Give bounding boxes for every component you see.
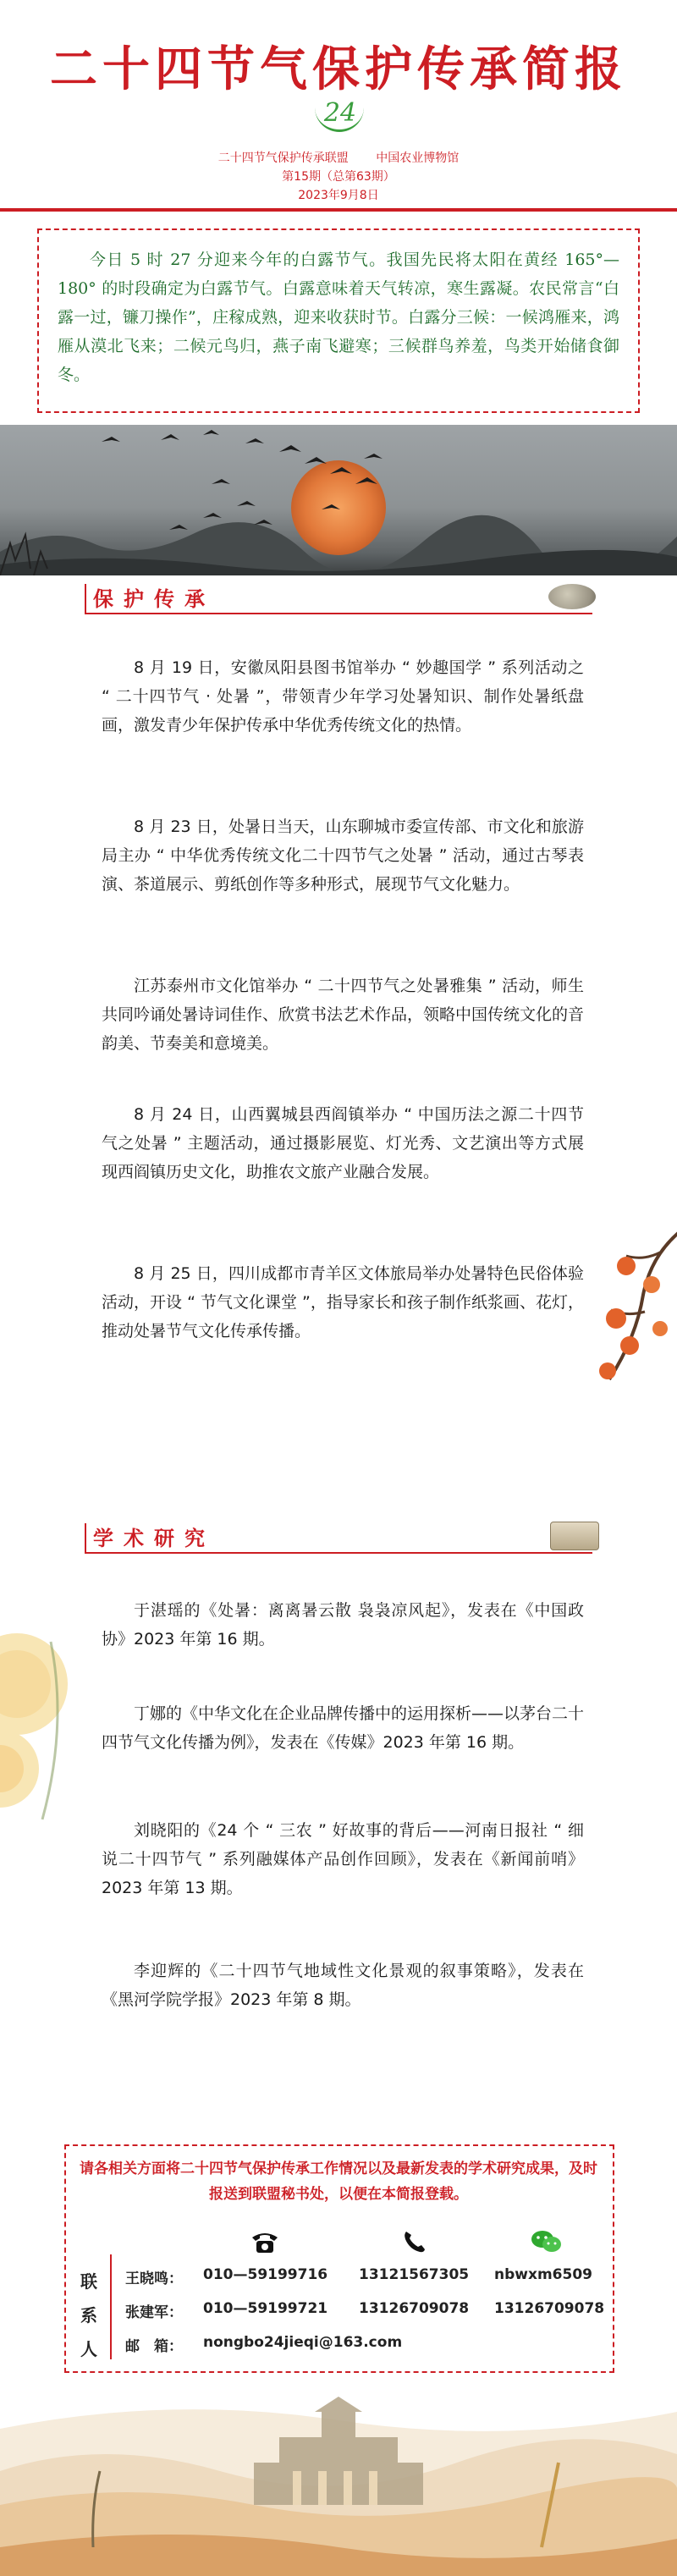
museum-scenery-illustration: [0, 2378, 677, 2576]
issue-date: 2023年9月8日: [298, 189, 379, 202]
news-item: 8 月 24 日，山西翼城县西阎镇举办 “ 中国历法之源二十四节气之处暑 ” 主题活动，通过摄影展览、灯光秀、文艺演出等方式展现西阎镇历史文化，助推农文旅产业融合发展。: [102, 1105, 584, 1181]
contact-email[interactable]: nongbo24jieqi@163.com: [203, 2334, 403, 2351]
intro-box: 今日 5 时 27 分迎来今年的白露节气。我国先民将太阳在黄经 165°—180° 的时段确定为白露节气。白露意味着天气转凉，寒生露凝。农民常言“白露一过，镰刀操作”，庄稼成熟，迎来收获时节。白露分三候：一候鸿雁来，鸿雁从漠北飞来；二候元鸟归，燕子南飞避寒；三候群鸟养羞，鸟类开始储食御冬。: [37, 228, 640, 413]
issue-number: 第15期（总第63期）: [282, 170, 395, 184]
research-item: 李迎辉的《二十四节气地域性文化景观的叙事策略》，发表在《黑河学院学报》2023 年第 8 期。: [102, 1962, 584, 2009]
contact-person-label: 联 系 人: [80, 2271, 97, 2359]
email-label: 邮 箱：: [125, 2338, 183, 2355]
research-item: 丁娜的《中华文化在企业品牌传播中的运用探析——以茅台二十四节气文化传播为例》，发表在《传媒》2023 年第 16 期。: [102, 1704, 585, 1752]
contact-tel: 010—59199721: [203, 2300, 328, 2317]
geese-sunset-photo: [0, 425, 677, 575]
section-underline: [85, 1552, 592, 1554]
news-item: 8 月 23 日，处暑日当天，山东聊城市委宣传部、市文化和旅游局主办 “ 中华优秀传统文化二十四节气之处暑 ” 活动，通过古琴表演、茶道展示、剪纸创作等多种形式，展现节气文化魅力。: [102, 817, 584, 894]
chrysanthemum-icon: [0, 1625, 93, 1828]
wechat-icon: [530, 2229, 564, 2254]
organizers: [0, 149, 677, 166]
org-alliance: 二十四节气保护传承联盟: [217, 151, 349, 165]
contact-wechat: nbwxm6509: [494, 2266, 592, 2283]
section-underline: [85, 613, 592, 614]
page-title: 二十四节气保护传承简报: [50, 41, 627, 97]
news-item: 江苏泰州市文化馆举办 “ 二十四节气之处暑雅集 ” 活动，师生共同吟诵处暑诗词佳作、欣赏书法艺术作品，领略中国传统文化的音韵美、节奏美和意境美。: [102, 977, 585, 1053]
telephone-icon: [250, 2229, 279, 2254]
contact-tel: 010—59199716: [203, 2266, 328, 2283]
contact-name: 王晓鸣：: [125, 2271, 183, 2287]
logo-24: 24: [323, 98, 357, 128]
mobile-phone-icon: [401, 2229, 427, 2254]
contact-name: 张建军：: [125, 2304, 183, 2321]
section-marker: [85, 1523, 93, 1552]
book-ornament-icon: [550, 1522, 599, 1550]
submission-notice: 请各相关方面将二十四节气保护传承工作情况以及最新发表的学术研究成果，及时报送到联盟秘书处，以便在本简报登载。: [80, 2160, 597, 2203]
contact-wechat: 13126709078: [494, 2300, 605, 2317]
contact-mobile: 13126709078: [359, 2300, 470, 2317]
persimmon-branch-icon: [592, 1219, 677, 1396]
org-museum: 中国农业博物馆: [376, 151, 460, 165]
news-item: 8 月 25 日，四川成都市青羊区文体旅局举办处暑特色民俗体验活动，开设 “ 节气文化课堂 ”，指导家长和孩子制作纸浆画、花灯，推动处暑节气文化传承传播。: [102, 1264, 584, 1340]
contact-divider: [110, 2254, 112, 2359]
header-rule: [0, 208, 677, 212]
contact-mobile: 13121567305: [359, 2266, 470, 2283]
section-marker: [85, 584, 93, 613]
geese-flock-image: [0, 425, 677, 575]
section-title-protection: 保护传承: [93, 586, 215, 611]
section-title-research: 学术研究: [93, 1526, 215, 1550]
research-item: 于湛瑶的《处暑：离离暑云散 袅袅凉风起》，发表在《中国政协》2023 年第 16 期。: [102, 1601, 584, 1649]
stone-ornament-icon: [548, 584, 596, 609]
research-item: 刘晓阳的《24 个 “ 三农 ” 好故事的背后——河南日报社 “ 细说二十四节气 ” 系列融媒体产品创作回顾》，发表在《新闻前哨》2023 年第 13 期。: [102, 1821, 584, 1897]
news-item: 8 月 19 日，安徽凤阳县图书馆举办 “ 妙趣国学 ” 系列活动之 “ 二十四节气 · 处暑 ”，带领青少年学习处暑知识、制作处暑纸盘画，激发青少年保护传承中华优秀传统文化的热情。: [102, 658, 584, 735]
